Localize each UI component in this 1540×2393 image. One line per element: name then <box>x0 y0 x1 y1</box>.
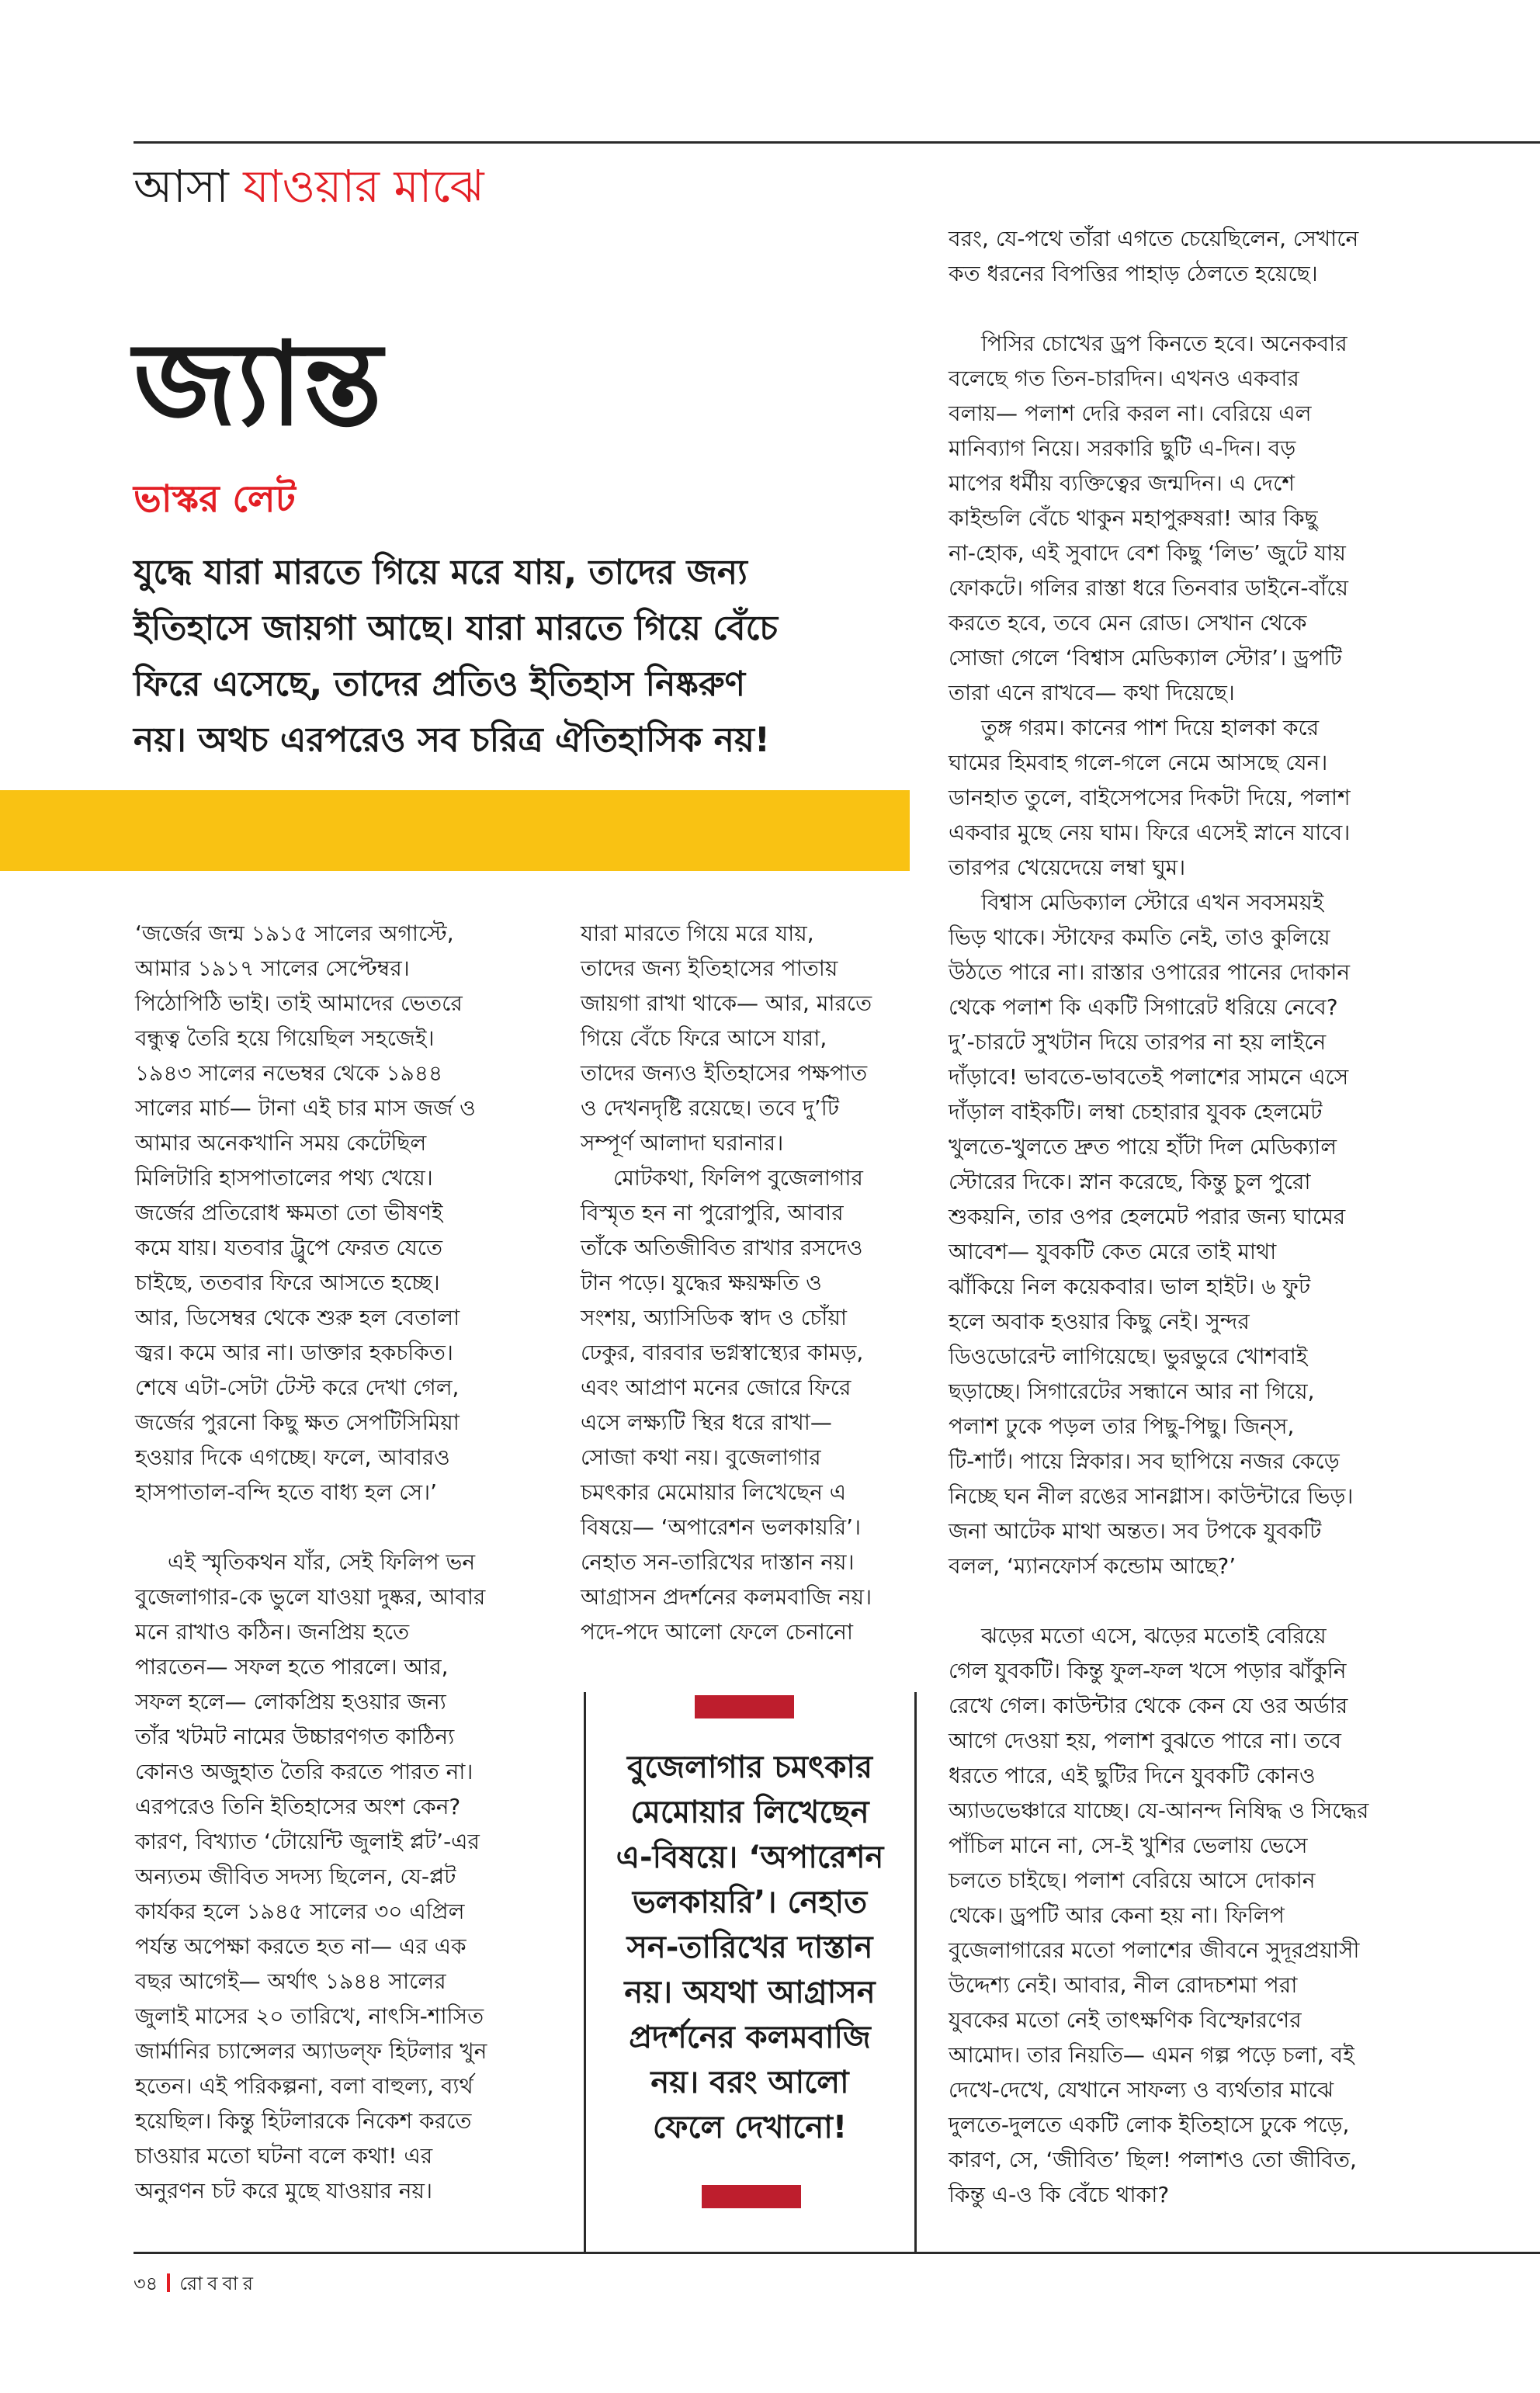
text-line: যারা মারতে গিয়ে মরে যায়, <box>581 921 814 946</box>
text-line: ও দেখনদৃষ্টি রয়েছে। তবে দু’টি <box>581 1095 839 1121</box>
text-line: দাঁড়াল বাইকটি। লম্বা চেহারার যুবক হেলমেট <box>949 1099 1323 1125</box>
page-number: ৩৪ <box>134 2273 158 2294</box>
text-line: পলাশ ঢুকে পড়ল তার পিছু-পিছু। জিন্‌স, <box>949 1413 1295 1439</box>
section-heading-part1: আসা <box>134 160 229 213</box>
text-line: নেহাত সন-তারিখের দাস্তান নয়। <box>581 1549 855 1575</box>
text-line: আর, ডিসেম্বর থেকে শুরু হল বেতালা <box>135 1305 460 1330</box>
text-line: রেখে গেল। কাউন্টার থেকে কেন যে ওর অর্ডার <box>949 1693 1348 1718</box>
top-rule <box>134 141 1540 144</box>
text-line: দেখে-দেখে, যেখানে সাফল্য ও ব্যর্থতার মাঝে <box>949 2077 1334 2103</box>
page-footer <box>134 2268 258 2299</box>
text-line: তাঁর খটমট নামের উচ্চারণগত কাঠিন্য <box>135 1724 455 1750</box>
text-line: এরপরেও তিনি ইতিহাসের অংশ কেন? <box>135 1794 461 1819</box>
pull-quote-line: এ-বিষয়ে। ‘অপারেশন <box>616 1840 884 1875</box>
text-line: বুজেলাগারের মতো পলাশের জীবনে সুদূরপ্রয়াসী <box>949 1937 1360 1963</box>
text-line: অ্যাডভেঞ্চারে যাচ্ছে। যে-আনন্দ নিষিদ্ধ ও সিদ্ধের <box>949 1798 1369 1823</box>
pull-quote-line: ফেলে দেখানো! <box>652 2110 848 2145</box>
text-line: চমৎকার মেমোয়ার লিখেছেন এ <box>581 1479 847 1505</box>
text-line: করতে হবে, তবে মেন রোড। সেখান থেকে <box>949 610 1307 636</box>
text-line: গিয়ে বেঁচে ফিরে আসে যারা, <box>581 1025 827 1051</box>
paragraph-gap <box>949 1583 1424 1618</box>
text-line: আবেশ— যুবকটি কেত মেরে তাই মাথা <box>949 1239 1277 1264</box>
text-line: বন্ধুত্ব তৈরি হয়ে গিয়েছিল সহজেই। <box>135 1025 435 1051</box>
text-line: বিস্মৃত হন না পুরোপুরি, আবার <box>581 1200 844 1226</box>
text-line: যুবকের মতো নেই তাৎক্ষণিক বিস্ফোরণের <box>949 2007 1302 2033</box>
standfirst-line: যুদ্ধে যারা মারতে গিয়ে মরে যায়, তাদের জন্য <box>134 553 747 592</box>
text-line: বলল, ‘ম্যানফোর্স কন্ডোম আছে?’ <box>949 1553 1237 1579</box>
yellow-decorative-band <box>0 790 910 871</box>
text-line: ঝাঁকিয়ে নিল কয়েকবার। ভাল হাইট। ৬ ফুট <box>949 1274 1311 1299</box>
text-line: অনুরণন চট করে মুছে যাওয়ার নয়। <box>135 2178 432 2204</box>
footer-separator <box>167 2273 170 2292</box>
body-column-left <box>135 916 531 2208</box>
text-line: পিসির চোখের ড্রপ কিনতে হবে। অনেকবার <box>981 331 1348 356</box>
text-line: দুলতে-দুলতে একটি লোক ইতিহাসে ঢুকে পড়ে, <box>949 2112 1350 2138</box>
text-line: কারণ, বিখ্যাত ‘টোয়েন্টি জুলাই প্লট’-এর <box>135 1829 480 1854</box>
text-line: ডানহাত তুলে, বাইসেপসের দিকটা দিয়ে, পলাশ <box>949 785 1351 810</box>
text-line: বরং, যে-পথে তাঁরা এগতে চেয়েছিলেন, সেখানে <box>949 226 1359 251</box>
text-line: সোজা কথা নয়। বুজেলাগার <box>581 1444 821 1470</box>
text-line: মানিব্যাগ নিয়ে। সরকারি ছুটি এ-দিন। বড় <box>949 435 1296 461</box>
text-line: মোটকথা, ফিলিপ বুজেলাগার <box>613 1165 863 1191</box>
pull-quote-line: সন-তারিখের দাস্তান <box>626 1930 873 1965</box>
text-line: টান পড়ে। যুদ্ধের ক্ষয়ক্ষতি ও <box>581 1270 822 1295</box>
paragraph <box>949 885 1424 1583</box>
text-line: সোজা গেলে ‘বিশ্বাস মেডিক্যাল স্টোর’। ড্রপটি <box>949 645 1342 671</box>
paragraph <box>949 1618 1424 2212</box>
text-line: থেকে পলাশ কি একটি সিগারেট ধরিয়ে নেবে? <box>949 994 1338 1020</box>
text-line: দু’-চারটে সুখটান দিয়ে তারপর না হয় লাইনে <box>949 1029 1327 1055</box>
text-line: হলে অবাক হওয়ার কিছু নেই। সুন্দর <box>949 1309 1250 1334</box>
text-line: তাঁকে অতিজীবিত রাখার রসদেও <box>581 1235 863 1261</box>
text-line: কত ধরনের বিপত্তির পাহাড় ঠেলতে হয়েছে। <box>949 261 1318 286</box>
text-line: সংশয়, অ্যাসিডিক স্বাদ ও চোঁয়া <box>581 1305 847 1330</box>
text-line: ছড়াচ্ছে। সিগারেটের সন্ধানে আর না গিয়ে, <box>949 1379 1315 1404</box>
paragraph <box>949 221 1424 291</box>
text-line: গেল যুবকটি। কিন্তু ফুল-ফল খসে পড়ার ঝাঁকুনি <box>949 1658 1347 1684</box>
text-line: বছর আগেই— অর্থাৎ ১৯৪৪ সালের <box>135 1968 446 1994</box>
text-line: থেকে। ড্রপটি আর কেনা হয় না। ফিলিপ <box>949 1902 1285 1928</box>
text-line: আমার অনেকখানি সময় কেটেছিল <box>135 1130 427 1156</box>
text-line: ঝড়ের মতো এসে, ঝড়ের মতোই বেরিয়ে <box>981 1623 1327 1649</box>
pull-quote-line: বুজেলাগার চমৎকার <box>626 1750 873 1785</box>
text-line: এবং আপ্রাণ মনের জোরে ফিরে <box>581 1375 852 1400</box>
text-line: স্টোরের দিকে। স্নান করেছে, কিন্তু চুল পুরো <box>949 1169 1311 1195</box>
text-line: জ্বর। কমে আর না। ডাক্তার হকচকিত। <box>135 1340 453 1365</box>
pull-quote-bottom-bar <box>702 2185 801 2208</box>
pull-quote-line: মেমোয়ার লিখেছেন <box>630 1795 869 1830</box>
paragraph <box>949 326 1424 710</box>
text-line: শেষে এটা-সেটা টেস্ট করে দেখা গেল, <box>135 1375 460 1400</box>
paragraph <box>581 1160 910 1649</box>
author-byline: ভাস্কর লেট <box>134 477 296 521</box>
text-line: তারা এনে রাখবে— কথা দিয়েছে। <box>949 680 1235 706</box>
text-line: কিন্তু এ-ও কি বেঁচে থাকা? <box>949 2182 1170 2207</box>
text-line: বিশ্বাস মেডিক্যাল স্টোরে এখন সবসময়ই <box>981 890 1324 915</box>
text-line: মিলিটারি হাসপাতালের পথ্য খেয়ে। <box>135 1165 433 1191</box>
standfirst <box>134 545 910 768</box>
text-line: বলায়— পলাশ দেরি করল না। বেরিয়ে এল <box>949 401 1312 426</box>
bottom-rule <box>134 2252 1540 2254</box>
paragraph <box>135 916 531 1510</box>
text-line: ঢেকুর, বারবার ভগ্নস্বাস্থ্যের কামড়, <box>581 1340 864 1365</box>
text-line: দাঁড়াবে! ভাবতে-ভাবতেই পলাশের সামনে এসে <box>949 1064 1349 1090</box>
text-line: তাদের জন্যও ইতিহাসের পক্ষপাত <box>581 1060 868 1086</box>
pull-quote <box>587 1745 913 2150</box>
text-line: আগে দেওয়া হয়, পলাশ বুঝতে পারে না। তবে <box>949 1728 1342 1753</box>
pull-quote-left-rule <box>584 1692 586 2253</box>
text-line: অন্যতম জীবিত সদস্য ছিলেন, যে-প্লট <box>135 1864 456 1889</box>
pull-quote-line: প্রদর্শনের কলমবাজি <box>629 2020 871 2055</box>
text-line: তুঙ্গ গরম। কানের পাশ দিয়ে হালকা করে <box>981 715 1320 740</box>
text-line: কারণ, সে, ‘জীবিত’ ছিল! পলাশও তো জীবিত, <box>949 2147 1357 2173</box>
magazine-name: রোববার <box>179 2273 258 2294</box>
text-line: উদ্দেশ্য নেই। আবার, নীল রোদচশমা পরা <box>949 1972 1298 1998</box>
text-line: পর্যন্ত অপেক্ষা করতে হত না— এর এক <box>135 1933 467 1959</box>
text-line: আমোদ। তার নিয়তি— এমন গল্প পড়ে চলা, বই <box>949 2042 1354 2068</box>
text-line: জার্মানির চ্যান্সেলর অ্যাডল্‌ফ হিটলার খুন <box>135 2038 487 2064</box>
text-line: মনে রাখাও কঠিন। জনপ্রিয় হতে <box>135 1619 410 1645</box>
section-heading-part2: যাওয়ার মাঝে <box>243 160 484 213</box>
text-line: ধরতে পারে, এই ছুটির দিনে যুবকটি কোনও <box>949 1763 1316 1788</box>
text-line: কমে যায়। যতবার ট্রুপে ফেরত যেতে <box>135 1235 443 1261</box>
standfirst-line: ইতিহাসে জায়গা আছে। যারা মারতে গিয়ে বেঁচে <box>134 609 779 648</box>
pull-quote-top-bar <box>695 1695 794 1718</box>
text-line: জুলাই মাসের ২০ তারিখে, নাৎসি-শাসিত <box>135 2003 484 2029</box>
body-column-right <box>949 221 1424 2212</box>
text-line: চাওয়ার মতো ঘটনা বলে কথা! এর <box>135 2143 433 2169</box>
text-line: চাইছে, ততবার ফিরে আসতে হচ্ছে। <box>135 1270 440 1295</box>
text-line: জর্জের পুরনো কিছু ক্ষত সেপটিসিমিয়া <box>135 1410 460 1435</box>
text-line: এই স্মৃতিকথন যাঁর, সেই ফিলিপ ভন <box>168 1549 476 1575</box>
text-line: তারপর খেয়েদেয়ে লম্বা ঘুম। <box>949 855 1186 880</box>
paragraph-gap <box>135 1510 531 1545</box>
text-line: আগ্রাসন প্রদর্শনের কলমবাজি নয়। <box>581 1584 872 1610</box>
text-line: খুলতে-খুলতে দ্রুত পায়ে হাঁটা দিল মেডিক্যাল <box>949 1134 1337 1160</box>
text-line: নিচ্ছে ঘন নীল রঙের সানগ্লাস। কাউন্টারে ভিড়। <box>949 1483 1354 1509</box>
text-line: পিঠোপিঠি ভাই। তাই আমাদের ভেতরে <box>135 990 463 1016</box>
text-line: হতেন। এই পরিকল্পনা, বলা বাহুল্য, ব্যর্থ <box>135 2073 473 2099</box>
article-title: জ্যান্ত <box>134 317 383 451</box>
standfirst-line: নয়। অথচ এরপরেও সব চরিত্র ঐতিহাসিক নয়! <box>134 720 770 760</box>
section-heading <box>134 155 484 217</box>
text-line: বুজেলাগার-কে ভুলে যাওয়া দুষ্কর, আবার <box>135 1584 486 1610</box>
pull-quote-line: নয়। বরং আলো <box>650 2065 849 2100</box>
paragraph-gap <box>949 291 1424 326</box>
body-column-middle <box>581 916 910 1649</box>
text-line: ‘জর্জের জন্ম ১৯১৫ সালের অগাস্টে, <box>135 921 454 946</box>
text-line: তাদের জন্য ইতিহাসের পাতায় <box>581 955 838 981</box>
text-line: বিষয়ে— ‘অপারেশন ভলকায়রি’। <box>581 1514 862 1540</box>
text-line: কোনও অজুহাত তৈরি করতে পারত না। <box>135 1759 473 1784</box>
text-line: উঠতে পারে না। রাস্তার ওপারের পানের দোকান <box>949 959 1351 985</box>
paragraph <box>949 710 1424 885</box>
paragraph <box>135 1545 531 2208</box>
text-line: ভিড় থাকে। স্টাফের কমতি নেই, তাও কুলিয়ে <box>949 924 1330 950</box>
text-line: একবার মুছে নেয় ঘাম। ফিরে এসেই স্নানে যাবে। <box>949 820 1351 845</box>
text-line: মাপের ধর্মীয় ব্যক্তিত্বের জন্মদিন। এ দেশে <box>949 470 1295 496</box>
text-line: সালের মার্চ— টানা এই চার মাস জর্জ ও <box>135 1095 476 1121</box>
text-line: ফোকটে। গলির রাস্তা ধরে তিনবার ডাইনে-বাঁয়ে <box>949 575 1348 601</box>
text-line: ১৯৪৩ সালের নভেম্বর থেকে ১৯৪৪ <box>135 1060 443 1086</box>
pull-quote-line: ভলকায়রি’। নেহাত <box>632 1885 868 1920</box>
text-line: হওয়ার দিকে এগচ্ছে। ফলে, আবারও <box>135 1444 450 1470</box>
text-line: এসে লক্ষ্যটি স্থির ধরে রাখা— <box>581 1410 832 1435</box>
text-line: পারতেন— সফল হতে পারলে। আর, <box>135 1654 449 1680</box>
text-line: জর্জের প্রতিরোধ ক্ষমতা তো ভীষণই <box>135 1200 443 1226</box>
text-line: সফল হলে— লোকপ্রিয় হওয়ার জন্য <box>135 1689 446 1715</box>
column-divider-rule <box>914 1692 917 2253</box>
text-line: জায়গা রাখা থাকে— আর, মারতে <box>581 990 872 1016</box>
text-line: কাইন্ডলি বেঁচে থাকুন মহাপুরুষরা! আর কিছু <box>949 505 1318 531</box>
text-line: হাসপাতাল-বন্দি হতে বাধ্য হল সে।’ <box>135 1479 438 1505</box>
text-line: বলেছে গত তিন-চারদিন। এখনও একবার <box>949 366 1299 391</box>
text-line: চলতে চাইছে। পলাশ বেরিয়ে আসে দোকান <box>949 1868 1316 1893</box>
text-line: পদে-পদে আলো ফেলে চেনানো <box>581 1619 853 1645</box>
text-line: হয়েছিল। কিন্তু হিটলারকে নিকেশ করতে <box>135 2108 472 2134</box>
text-line: টি-শার্ট। পায়ে স্নিকার। সব ছাপিয়ে নজর কেড়ে <box>949 1448 1340 1474</box>
text-line: পাঁচিল মানে না, সে-ই খুশির ভেলায় ভেসে <box>949 1833 1308 1858</box>
standfirst-line: ফিরে এসেছে, তাদের প্রতিও ইতিহাস নিষ্করুণ <box>134 664 746 704</box>
text-line: ঘামের হিমবাহ গলে-গলে নেমে আসছে যেন। <box>949 750 1328 775</box>
pull-quote-line: নয়। অযথা আগ্রাসন <box>624 1975 876 2010</box>
paragraph <box>581 916 910 1160</box>
text-line: সম্পূর্ণ আলাদা ঘরানার। <box>581 1130 784 1156</box>
text-line: শুকয়নি, তার ওপর হেলমেট পরার জন্য ঘামের <box>949 1204 1346 1229</box>
text-line: আমার ১৯১৭ সালের সেপ্টেম্বর। <box>135 955 410 981</box>
text-line: না-হোক, এই সুবাদে বেশ কিছু ‘লিভ’ জুটে যায় <box>949 540 1346 566</box>
text-line: জনা আটেক মাথা অন্তত। সব টপকে যুবকটি <box>949 1518 1322 1544</box>
text-line: কার্যকর হলে ১৯৪৫ সালের ৩০ এপ্রিল <box>135 1899 465 1924</box>
text-line: ডিওডোরেন্ট লাগিয়েছে। ভুরভুরে খোশবাই <box>949 1344 1308 1369</box>
